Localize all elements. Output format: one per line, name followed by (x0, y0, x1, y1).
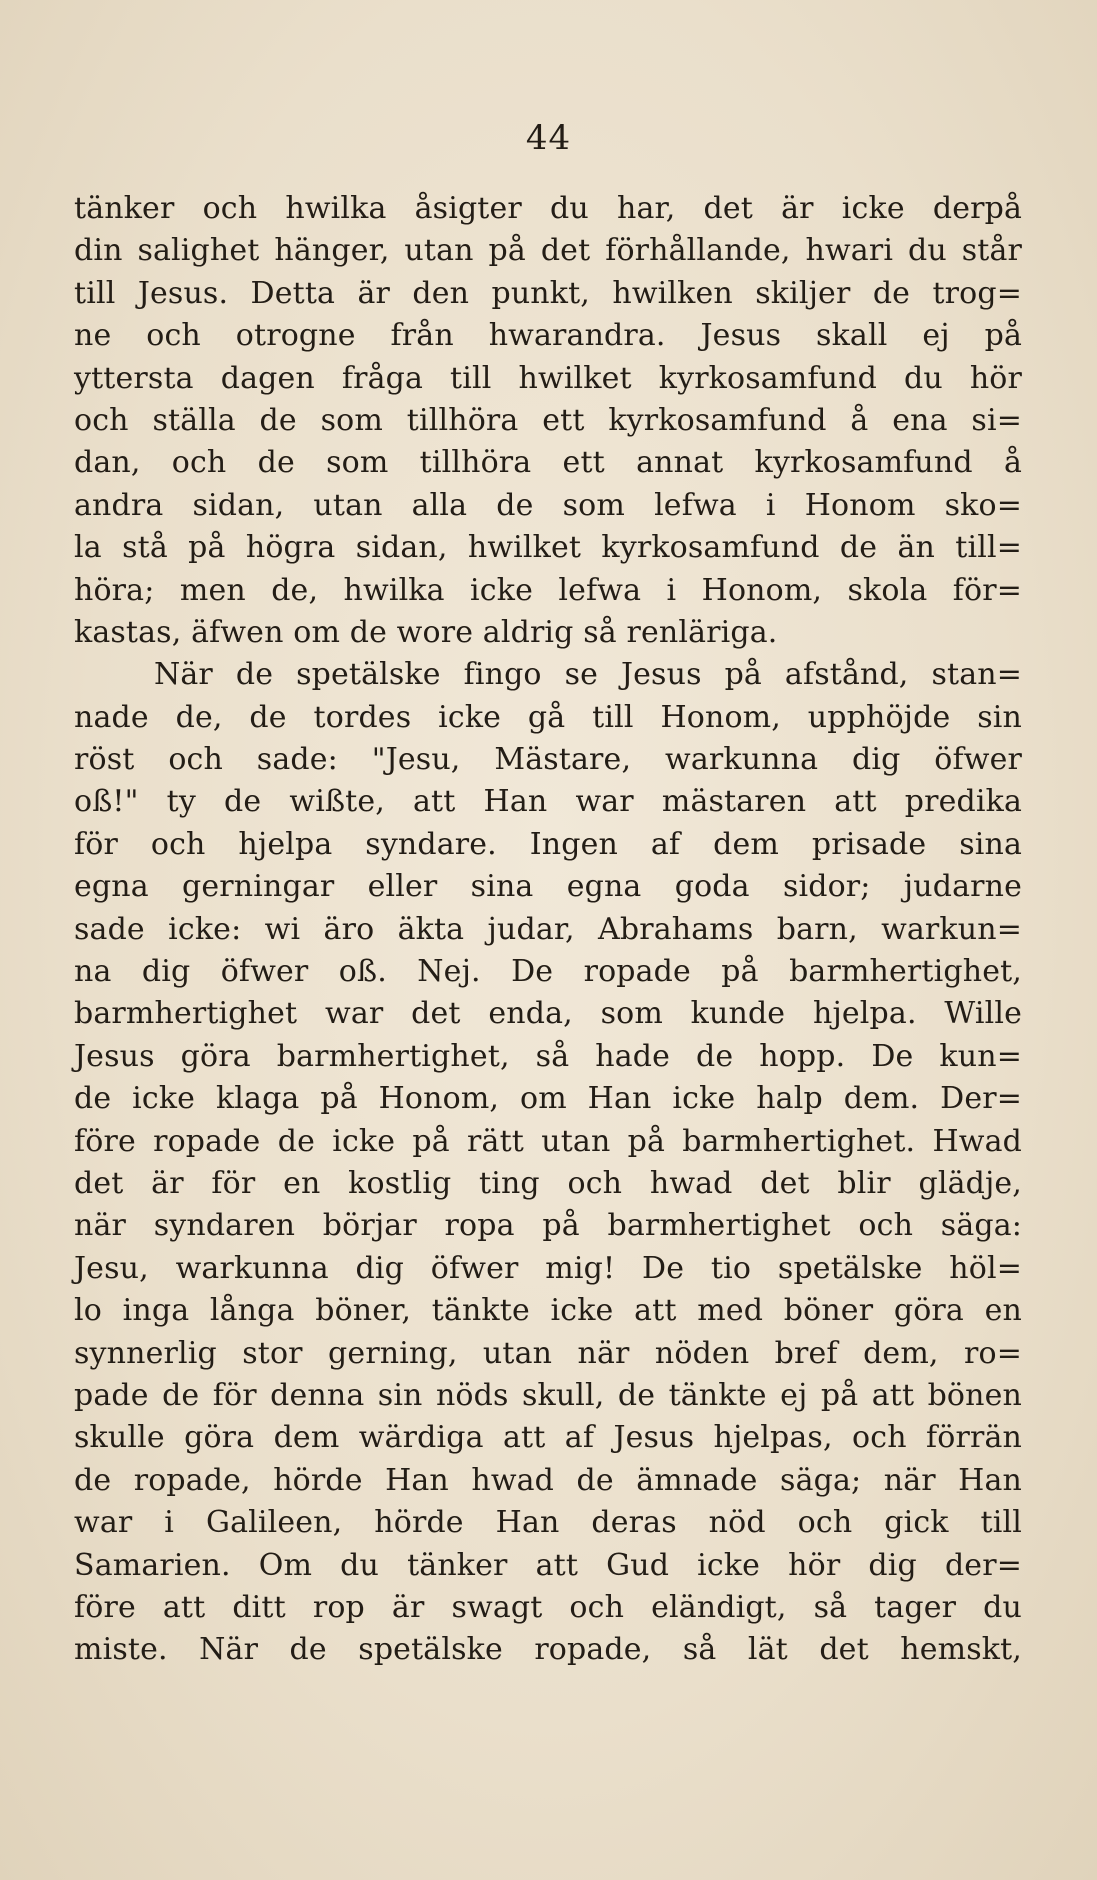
text-line: höra; men de, hwilka icke lefwa i Honom, skola för= (74, 572, 1022, 608)
text-line: Samarien. Om du tänker att Gud icke hör dig der= (74, 1547, 1022, 1583)
text-line: sade icke: wi äro äkta judar, Abrahams barn, warkun= (74, 911, 1022, 947)
text-line: andra sidan, utan alla de som lefwa i Honom sko= (74, 487, 1022, 523)
text-line: röst och sade: "Jesu, Mästare, warkunna dig öfwer (74, 742, 1022, 778)
text-line: före att ditt rop är swagt och eländigt, så tager du (74, 1589, 1022, 1625)
text-line: för och hjelpa syndare. Ingen af dem prisade sina (74, 826, 1022, 862)
text-line: na dig öfwer oß. Nej. De ropade på barmhertighet, (74, 954, 1022, 990)
text-line: miste. När de spetälske ropade, så lät det hemskt, (74, 1632, 1022, 1668)
text-line: dan, och de som tillhöra ett annat kyrkosamfund å (74, 445, 1022, 481)
text-line: lo inga långa böner, tänkte icke att med böner göra en (74, 1293, 1022, 1329)
text-line: före ropade de icke på rätt utan på barmhertighet. Hwad (74, 1123, 1022, 1159)
text-line: när syndaren börjar ropa på barmhertighet och säga: (74, 1208, 1022, 1244)
text-line: war i Galileen, hörde Han deras nöd och gick till (74, 1505, 1022, 1541)
text-line: nade de, de tordes icke gå till Honom, upphöjde sin (74, 699, 1022, 735)
text-line: Jesu, warkunna dig öfwer mig! De tio spetälske höl= (74, 1250, 1022, 1286)
text-line: det är för en kostlig ting och hwad det blir glädje, (74, 1165, 1022, 1201)
text-line: la stå på högra sidan, hwilket kyrkosamfund de än till= (74, 530, 1022, 566)
text-line: de icke klaga på Honom, om Han icke halp dem. Der= (74, 1081, 1022, 1117)
text-line: tänker och hwilka åsigter du har, det är icke derpå (74, 191, 1022, 226)
text-line: oß!" ty de wißte, att Han war mästaren att predika (74, 784, 1022, 820)
text-line: till Jesus. Detta är den punkt, hwilken skiljer de trog= (74, 275, 1022, 311)
text-line: din salighet hänger, utan på det förhållande, hwari du står (74, 233, 1022, 269)
text-line: egna gerningar eller sina egna goda sidor; judarne (74, 869, 1022, 905)
page-number: 44 (525, 118, 572, 158)
body-text (74, 188, 1022, 1672)
text-line: pade de för denna sin nöds skull, de tänkte ej på att bönen (74, 1377, 1022, 1413)
text-line: barmhertighet war det enda, som kunde hjelpa. Wille (74, 996, 1022, 1032)
text-line: skulle göra dem wärdiga att af Jesus hjelpas, och förrän (74, 1420, 1022, 1456)
paragraph-end-line: kastas, äfwen om de wore aldrig så renläriga. (74, 614, 778, 650)
paragraph-start-line: När de spetälske fingo se Jesus på afstånd, stan= (154, 657, 1022, 693)
text-line: de ropade, hörde Han hwad de ämnade säga; när Han (74, 1462, 1022, 1498)
text-line: Jesus göra barmhertighet, så hade de hopp. De kun= (74, 1038, 1022, 1074)
text-line: yttersta dagen fråga till hwilket kyrkosamfund du hör (74, 360, 1022, 396)
text-line: ne och otrogne från hwarandra. Jesus skall ej på (74, 318, 1022, 354)
text-line: och ställa de som tillhöra ett kyrkosamfund å ena si= (74, 402, 1022, 438)
text-line: synnerlig stor gerning, utan när nöden bref dem, ro= (74, 1335, 1022, 1371)
